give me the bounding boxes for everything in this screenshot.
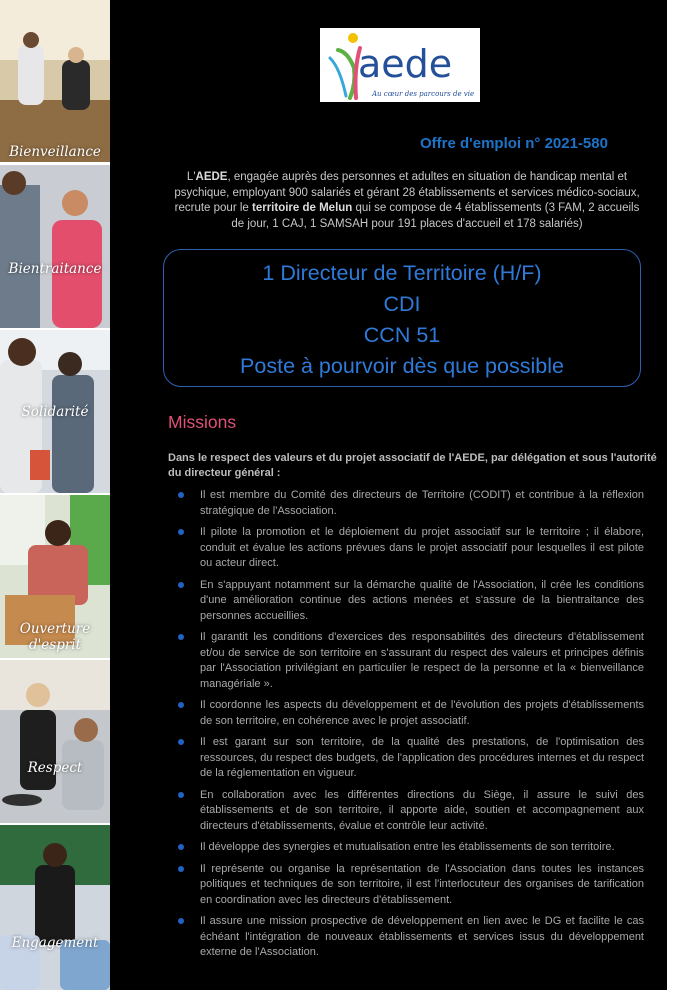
photo-tile-solidarite: [0, 330, 110, 493]
list-item-text: En collaboration avec les différentes directions du Siège, il assure le suivi des établissements et de son territoire, il apporte aide, soutien et accompagnement aux directeurs d'établissements, évalue et contrôle leur activité.: [200, 788, 644, 832]
list-item: [168, 698, 644, 729]
list-item-text: Il représente ou organise la représentation de l'Association dans toutes les instances politiques et techniques de son territoire, il est l'interlocuteur des organises de tarification en coordination avec les directeurs d'établissement.: [200, 862, 644, 906]
offer-number: Offre d'emploi n° 2021-580: [420, 135, 608, 152]
list-item-text: Il pilote la promotion et le déploiement du projet associatif sur le territoire ; il élabore, conduit et évalue les actions prévues dans le projet associatif pour lesquelles il est pilote ou acteur direct.: [200, 526, 644, 569]
photo-bientraitance: [0, 165, 110, 328]
bullet-icon: [178, 634, 184, 640]
tile-caption: Bientraitance: [8, 261, 102, 277]
intro-brand: AEDE: [195, 171, 228, 183]
bullet-icon: [178, 702, 184, 708]
tile-caption: Engagement: [11, 935, 99, 951]
missions-heading: Missions: [168, 412, 237, 432]
logo-wordmark: aede: [358, 42, 453, 86]
missions-list: [168, 488, 644, 967]
bullet-icon: [178, 582, 184, 588]
job-title: 1 Directeur de Territoire (H/F): [262, 261, 542, 285]
bullet-icon: [178, 529, 184, 535]
bullet-icon: [178, 739, 184, 745]
list-item: [168, 735, 644, 782]
list-item: [168, 862, 644, 909]
list-item-text: En s'appuyant notamment sur la démarche qualité de l'Association, il crée les conditions d'une amélioration continue des actions menées et s'assure de la bientraitance des personnes accueillies.: [200, 578, 644, 622]
list-item: [168, 525, 644, 572]
photo-tile-bientraitance: [0, 165, 110, 328]
tile-caption: Respect: [27, 760, 83, 776]
intro-text: , engagée auprès des personnes et adultes en situation de handicap mental et psychique, employant 900 salariés et gérant 28 établissements et services médico-sociaux, recrute pour le: [174, 171, 640, 214]
photo-strip: [0, 0, 110, 990]
photo-bienveillance: [0, 0, 110, 162]
bullet-icon: [178, 866, 184, 872]
photo-respect: [0, 660, 110, 823]
intro-territory: territoire de Melun: [252, 202, 353, 214]
list-item-text: Il coordonne les aspects du développement et de l'évolution des projets d'établissements de son territoire, en cohérence avec le projet associatif.: [200, 699, 644, 727]
tile-caption-line2: d'esprit: [28, 637, 82, 653]
list-item-text: Il assure une mission prospective de développement en lien avec le DG et facilite le cas échéant l'intégration de nouveaux établissements et services issus du développement externe de l'Association.: [200, 915, 644, 958]
list-item: [168, 578, 644, 625]
tile-caption: Solidarité: [21, 404, 89, 420]
photo-tile-ouverture: [0, 495, 110, 658]
list-item: [168, 914, 644, 961]
list-item-text: Il développe des synergies et mutualisation entre les établissements de son territoire.: [200, 841, 615, 853]
convention: CCN 51: [363, 323, 441, 347]
contract-type: CDI: [383, 292, 421, 316]
list-item: [168, 840, 644, 856]
photo-tile-respect: [0, 660, 110, 823]
missions-lead: Dans le respect des valeurs et du projet associatif de l'AEDE, par délégation et sous l'autorité du directeur général :: [168, 452, 657, 479]
photo-engagement: [0, 825, 110, 990]
logo-tagline: Au cœur des parcours de vie: [372, 90, 475, 98]
list-item: [168, 630, 644, 692]
list-item-text: Il garantit les conditions d'exercices des responsabilités des directeurs d'établissement et/ou de service de son territoire en s'assurant du respect des valeurs et principes définis par l'Association privilégiant en particulier le respect de la personne et la « bienveillance managériale ».: [200, 631, 644, 690]
availability: Poste à pourvoir dès que possible: [240, 354, 564, 378]
list-item: [168, 488, 644, 519]
intro-text: L': [186, 171, 196, 183]
intro-text: qui se compose de 4 établissements (3 FAM, 2 accueils de jour, 1 CAJ, 1 SAMSAH pour 191 places d'accueil et 178 salariés): [231, 202, 640, 230]
list-item: [168, 788, 644, 835]
bullet-icon: [178, 918, 184, 924]
bullet-icon: [178, 792, 184, 798]
job-title-box: [163, 249, 641, 387]
bullet-icon: [178, 844, 184, 850]
photo-tile-bienveillance: [0, 0, 110, 162]
tile-caption: [0, 621, 110, 653]
tile-caption-line1: Ouverture: [19, 621, 91, 637]
bullet-icon: [178, 492, 184, 498]
list-item-text: Il est garant sur son territoire, de la qualité des prestations, de l'optimisation des ressources, du respect des budgets, de l'application des procédures internes et du respect de la réglementation en vigueur.: [200, 736, 644, 779]
aede-logo: [320, 28, 480, 102]
tile-caption: Bienveillance: [9, 144, 101, 160]
intro-paragraph: [168, 170, 646, 232]
list-item-text: Il est membre du Comité des directeurs de Territoire (CODIT) et contribue à la réflexion stratégique de l'Association.: [200, 489, 644, 517]
photo-tile-engagement: [0, 825, 110, 990]
